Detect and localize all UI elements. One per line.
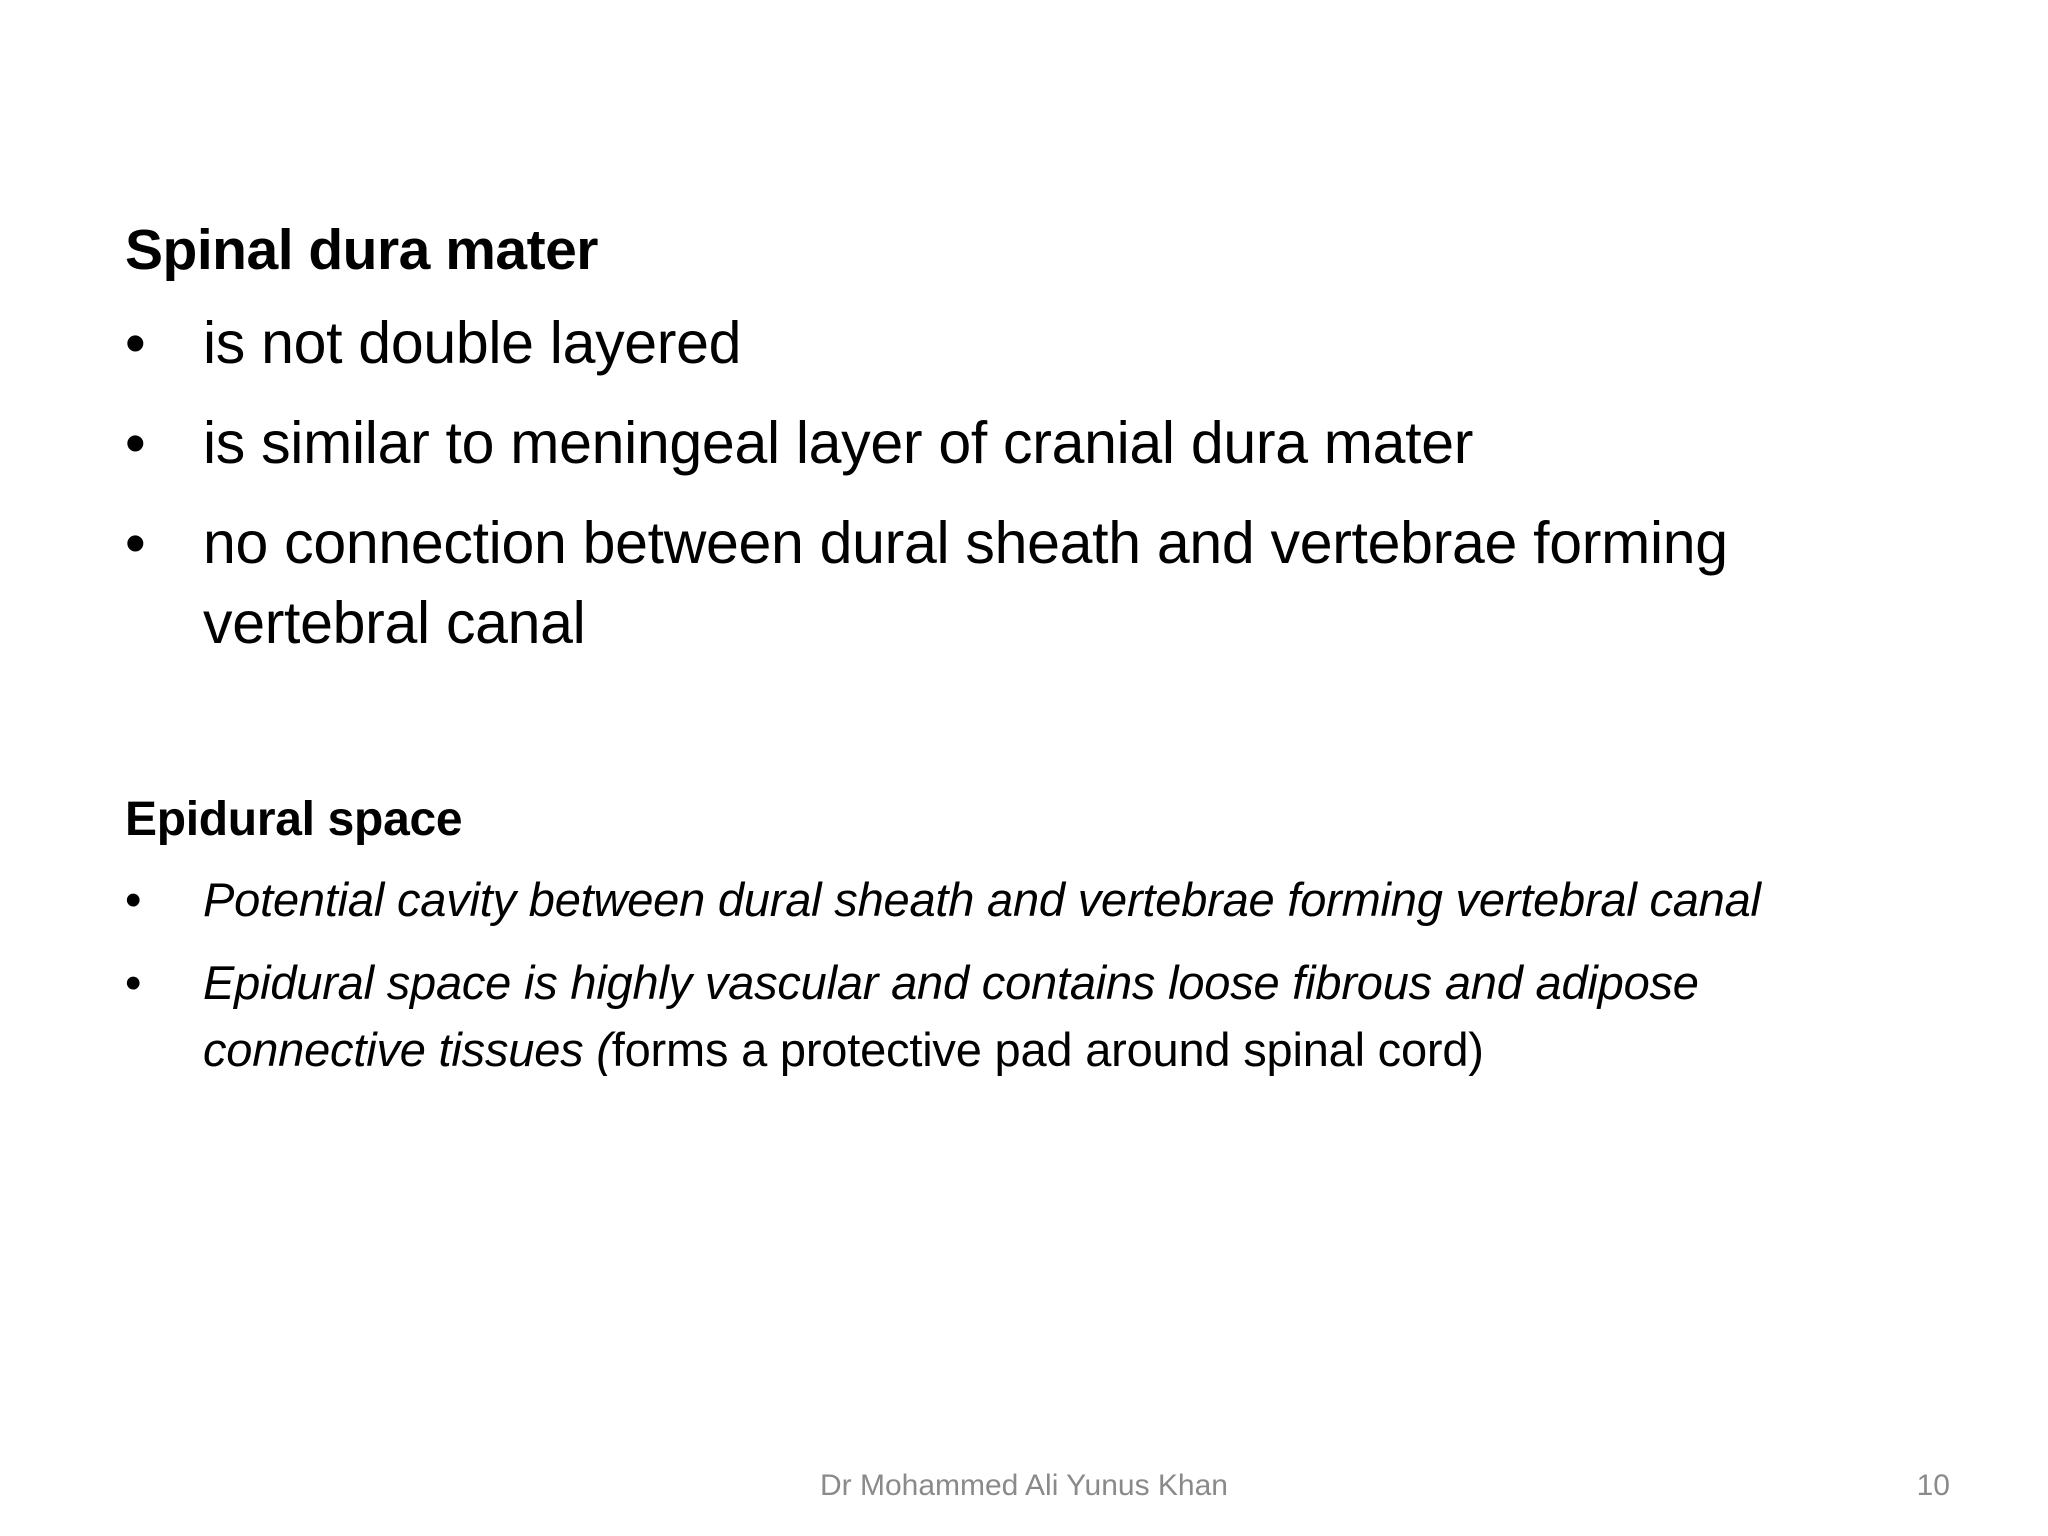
list-item <box>125 949 1925 1083</box>
list-item <box>125 503 1925 663</box>
bullet-icon: • <box>125 310 146 376</box>
footer-author: Dr Mohammed Ali Yunus Khan <box>819 1469 1228 1502</box>
bullet-icon: • <box>125 410 146 476</box>
list-item <box>125 866 1925 933</box>
list-item <box>125 403 1925 483</box>
spinal-dura-mater-list <box>125 303 1925 663</box>
list-item-text-italic: Epidural space is highly vascular and contains loose fibrous and adipose connective tissues ( <box>203 956 1699 1076</box>
bullet-icon: • <box>125 873 142 926</box>
bullet-icon: • <box>125 510 146 576</box>
page-number: 10 <box>1916 1469 1950 1502</box>
list-item-text: no connection between dural sheath and vertebrae forming vertebral canal <box>203 510 1728 656</box>
epidural-space-list <box>125 866 1925 1083</box>
list-item-text: is not double layered <box>203 310 742 376</box>
list-item <box>125 303 1925 383</box>
list-item-text: is similar to meningeal layer of cranial dura mater <box>203 410 1474 476</box>
slide-content <box>125 212 1925 1083</box>
section-heading-spinal-dura-mater: Spinal dura mater <box>125 218 598 282</box>
list-item-text-normal: forms a protective pad around spinal cord) <box>611 1023 1484 1076</box>
list-item-text: Potential cavity between dural sheath and vertebrae forming vertebral canal <box>203 873 1761 926</box>
section-heading-epidural-space: Epidural space <box>125 793 463 846</box>
bullet-icon: • <box>125 956 142 1009</box>
